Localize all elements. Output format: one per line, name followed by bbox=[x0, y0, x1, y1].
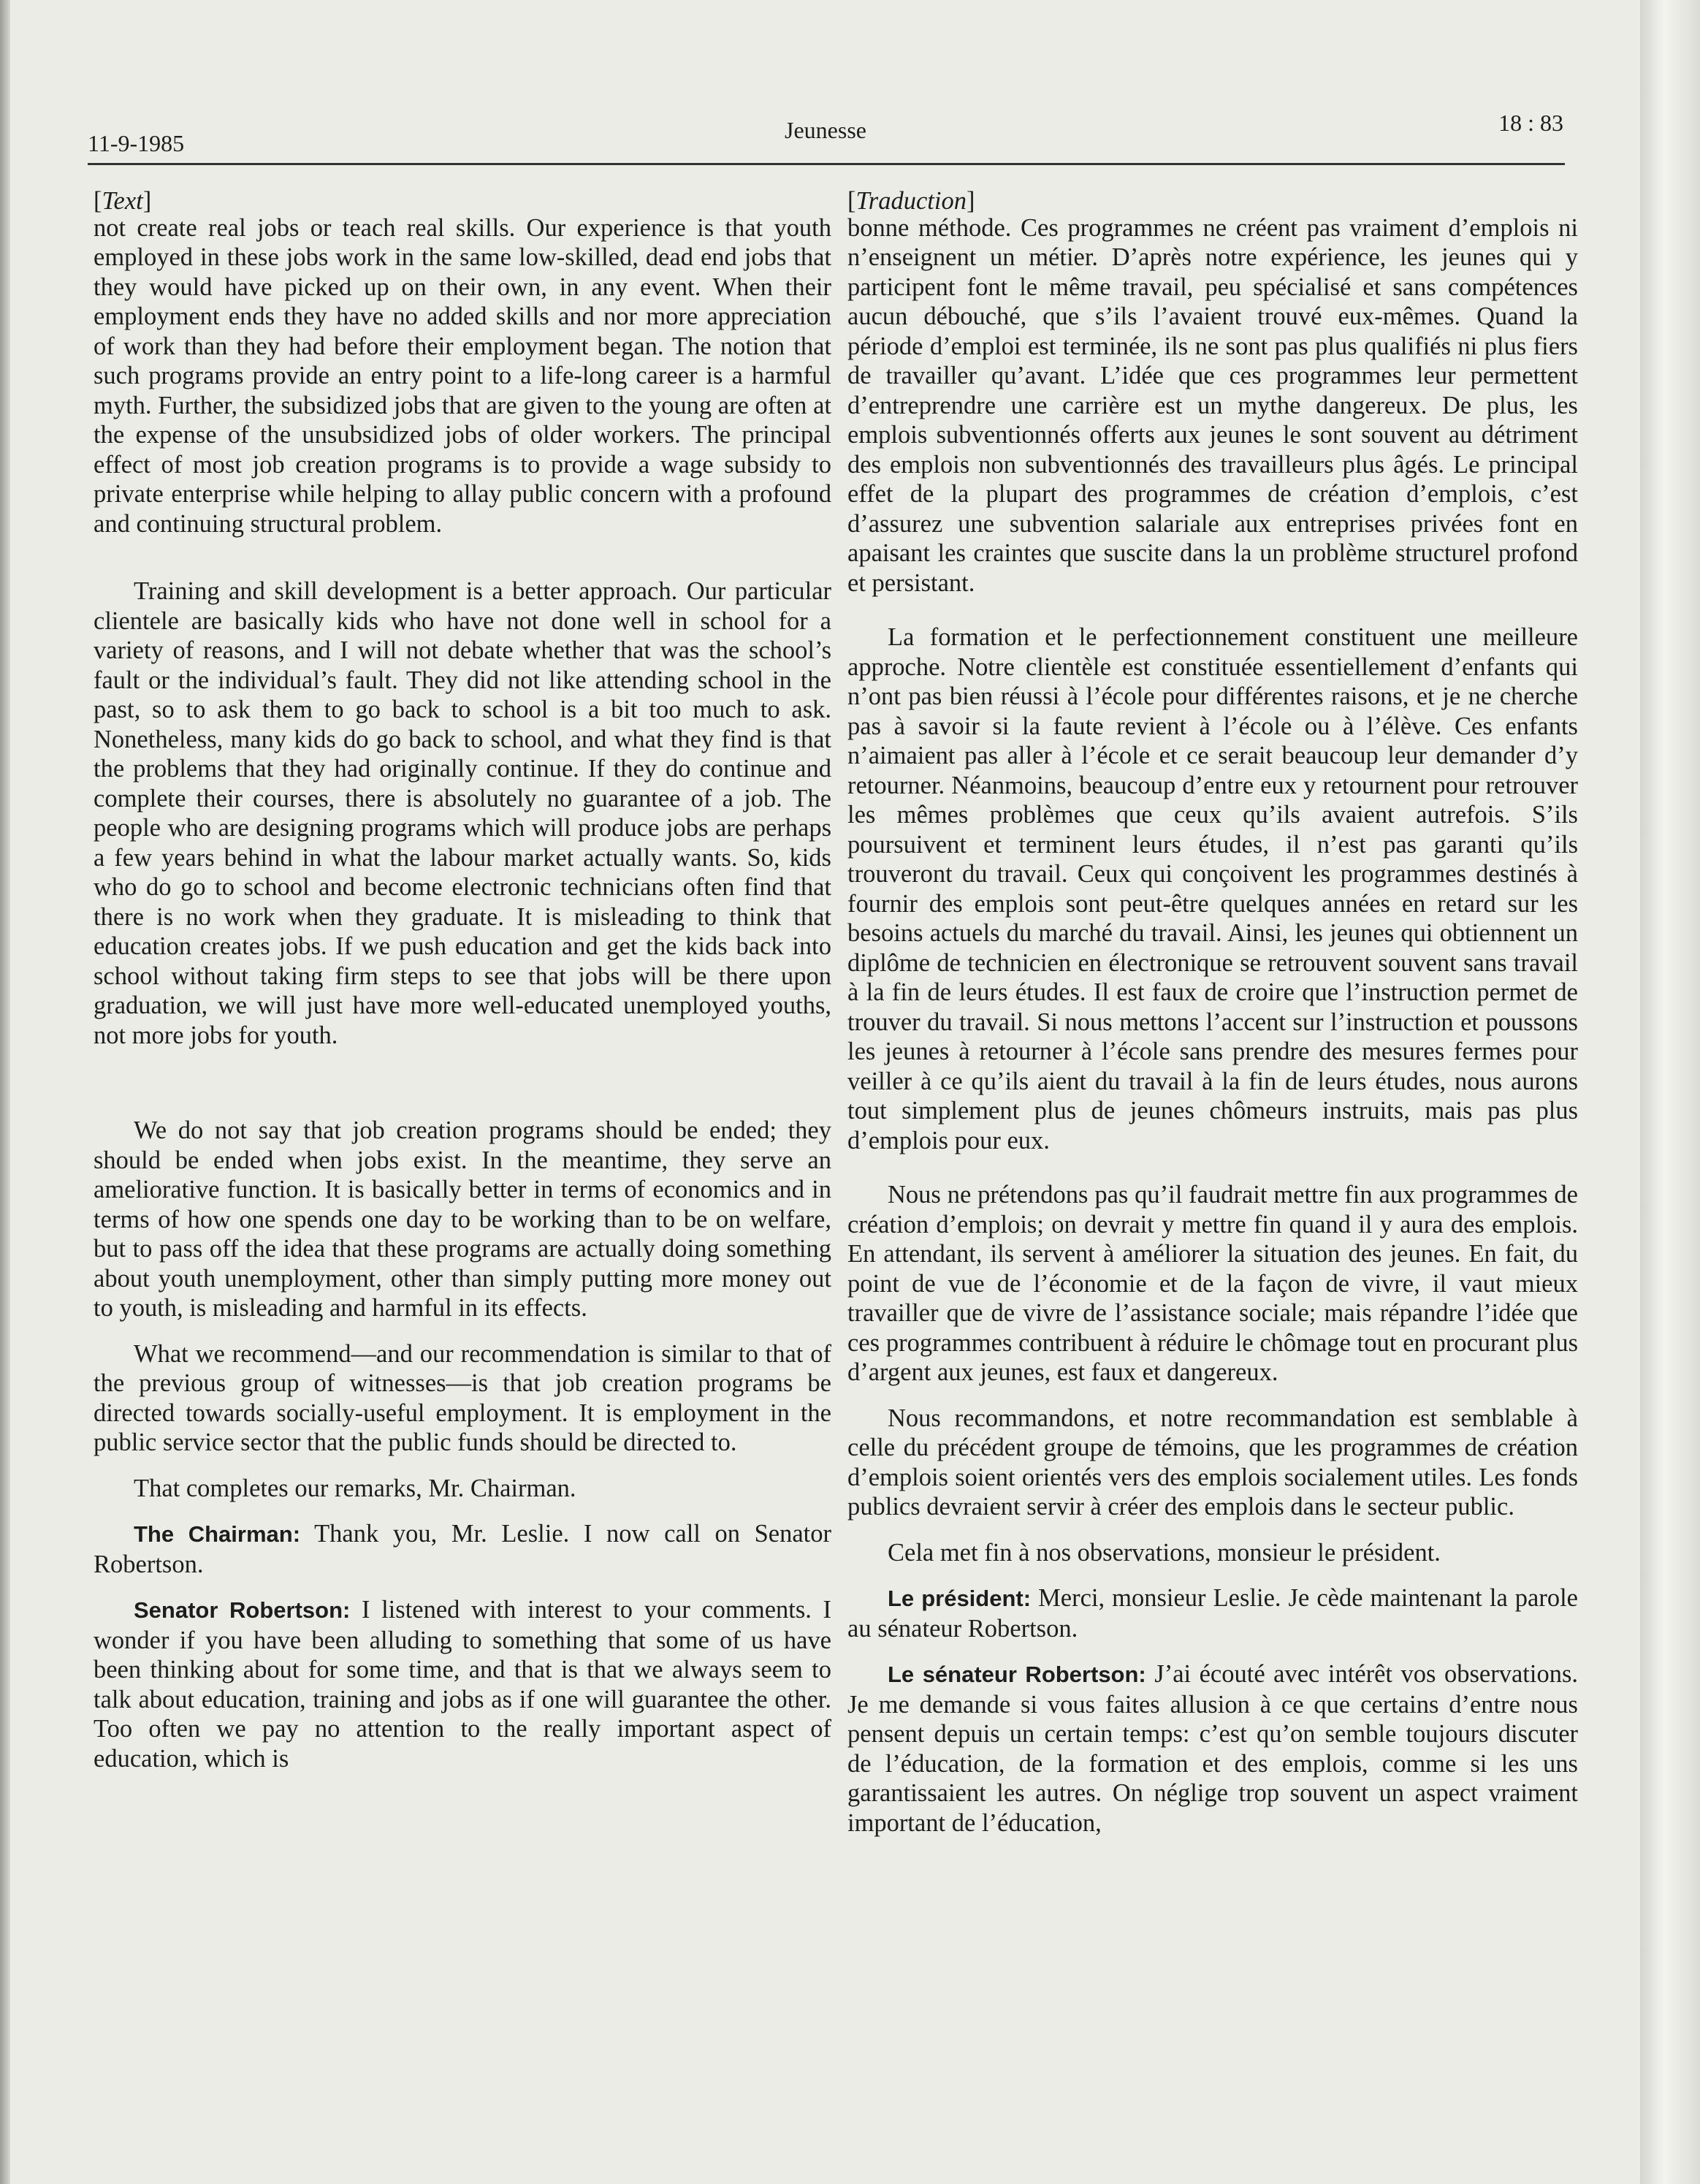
french-label: [Traduction] bbox=[847, 187, 975, 215]
page-left-edge bbox=[0, 0, 10, 2184]
english-paragraph-3: We do not say that job creation programs should be ended; they should be ended when jobs exist. In the meantime, they serve an ameliorative function. It is basically better in terms of economics and in terms of how one spends one day to be working than to be on welfare, but to pass off the idea that these programs are actually doing something about youth unemployment, other than simply putting more money out to youth, is misleading and harmful in its effects. bbox=[94, 1116, 831, 1322]
page-header bbox=[88, 110, 1563, 168]
page-right-margin bbox=[1640, 0, 1700, 2184]
header-title: Jeunesse bbox=[785, 117, 866, 143]
french-paragraph-3: Nous ne prétendons pas qu’il faudrait mettre fin aux programmes de création d’emplois; on devrait y mettre fin quand il y aura des emplois. En attendant, ils servent à améliorer la situation des jeunes. En fait, du point de vue de l’économie et de la façon de vivre, il vaut mieux travailler que de vivre de l’assistance sociale; mais répandre l’idée que ces programmes contribuent à réduire le chômage tout en procurant plus d’argent aux jeunes, est faux et dangereux. bbox=[847, 1181, 1578, 1386]
french-column bbox=[847, 186, 1578, 1838]
header-page-number: 18 : 83 bbox=[1498, 110, 1563, 136]
french-paragraph-5: Cela met fin à nos observations, monsieur le président. bbox=[888, 1538, 1441, 1567]
english-senator-remark: Senator Robertson: I listened with interest to your comments. I wonder if you have been alluding to something that some of us have been thinking about for some time, and that is that we always seem to talk about education, training and jobs as if one will guarantee the other. Too often we pay no attention to the really important aspect of education, which is bbox=[94, 1596, 832, 1773]
english-paragraph-4: What we recommend—and our recommendation is similar to that of the previous group of witnesses—is that job creation programs be directed towards socially-useful employment. It is employment in the public service sector that the public funds should be directed to. bbox=[94, 1339, 831, 1456]
french-senator-remark: Le sénateur Robertson: J’ai écouté avec intérêt vos observations. Je me demande si vous faites allusion à ce que certains d’entre nous pensent depuis un certain temps: c’est qu’on semble toujours discuter de l’éducation, de la formation et des emplois, comme si les uns garantissaient les autres. On néglige trop souvent un aspect vraiment important de l’éducation, bbox=[847, 1660, 1578, 1837]
speaker-name: Le président: bbox=[888, 1586, 1032, 1611]
speaker-name: Le sénateur Robertson: bbox=[888, 1662, 1146, 1687]
speaker-name: Senator Robertson: bbox=[134, 1597, 351, 1623]
speaker-name: The Chairman: bbox=[134, 1521, 301, 1547]
english-column bbox=[94, 186, 831, 1773]
french-paragraph-1: bonne méthode. Ces programmes ne créent pas vraiment d’emplois ni n’enseignent un métier. D’après notre expérience, les jeunes qui y participent font le même travail, peu spécialisé et sans compétences aucun débouché, que s’ils l’avaient trouvé eux-mêmes. Quand la période d’emploi est terminée, ils ne sont pas plus qualifiés ni plus fiers de travailler qu’avant. L’idée que ces programmes leur permettent d’entreprendre une carrière est un mythe dangereux. De plus, les emplois subventionnés offerts aux jeunes le sont souvent au détriment des emplois non subventionnés des travailleurs plus âgés. Le principal effet de la plupart des programmes de création d’emplois, c’est d’assurez une subvention salariale aux entreprises privées font en apaisant les craintes que suscite dans la un problème structurel profond et persistant. bbox=[847, 213, 1578, 597]
header-rule bbox=[88, 163, 1565, 165]
english-paragraph-2: Training and skill development is a better approach. Our particular clientele are basically kids who have not done well in school for a variety of reasons, and I will not debate whether that was the school’s fault or the individual’s fault. They did not like attending school in the past, so to ask them to go back to school is a bit too much to ask. Nonetheless, many kids do go back to school, and what they find is that the problems that they had originally continue. If they do continue and complete their courses, there is absolutely no guarantee of a job. The people who are designing programs which will produce jobs are perhaps a few years behind in what the labour market actually wants. So, kids who do go to school and become electronic technicians often find that there is no work when they graduate. It is misleading to think that education creates jobs. If we push education and get the kids back into school without taking firm steps to see that jobs will be there upon graduation, we will just have more well-educated unemployed youths, not more jobs for youth. bbox=[94, 577, 831, 1049]
english-paragraph-1: not create real jobs or teach real skills. Our experience is that youth employed in these jobs work in the same low-skilled, dead end jobs that they would have picked up on their own, in any event. When their employment ends they have no added skills and nor more appreciation of work than they had before their employment began. The notion that such programs provide an entry point to a life-long career is a harmful myth. Further, the subsidized jobs that are given to the young are often at the expense of the unsubsidized jobs of older workers. The principal effect of most job creation programs is to provide a wage subsidy to private enterprise while helping to allay public concern with a profound and continuing structural problem. bbox=[94, 213, 831, 538]
english-chairman-remark: The Chairman: Thank you, Mr. Leslie. I now call on Senator Robertson. bbox=[94, 1520, 832, 1578]
header-date: 11-9-1985 bbox=[88, 130, 185, 156]
french-paragraph-4: Nous recommandons, et notre recommandation est semblable à celle du précédent groupe de témoins, que les programmes de création d’emplois soient orientés vers des emplois socialement utiles. Les fonds publics devraient servir à créer des emplois dans le secteur public. bbox=[847, 1404, 1578, 1521]
english-paragraph-5: That completes our remarks, Mr. Chairman. bbox=[134, 1474, 576, 1502]
english-label: [Text] bbox=[94, 187, 152, 215]
french-president-remark: Le président: Merci, monsieur Leslie. Je cède maintenant la parole au sénateur Robertson. bbox=[847, 1584, 1578, 1643]
french-paragraph-2: La formation et le perfectionnement constituent une meilleure approche. Notre clientèle est constituée essentiellement d’enfants qui n’ont pas bien réussi à l’école pour différentes raisons, et je ne cherche pas à savoir si la faute revient à l’école ou à l’élève. Ces enfants n’aimaient pas aller à l’école et ce serait beaucoup leur demander d’y retourner. Néanmoins, beaucoup d’entre eux y retournent pour retrouver les mêmes problèmes que ceux qu’ils avaient autrefois. S’ils poursuivent et terminent leurs études, il n’est pas garanti qu’ils trouveront du travail. Ceux qui conçoivent les programmes destinés à fournir des emplois sont peut-être quelques années en retard sur les besoins actuels du marché du travail. Ainsi, les jeunes qui obtiennent un diplôme de technicien en électronique se retrouvent souvent sans travail à la fin de leurs études. Il est faux de croire que l’instruction permet de trouver du travail. Si nous mettons l’accent sur l’instruction et poussons les jeunes à retourner à l’école sans prendre des mesures fermes pour veiller à ce qu’ils aient du travail à la fin de leurs études, nous aurons tout simplement plus de jeunes chômeurs instruits, mais pas plus d’emplois pour eux. bbox=[847, 623, 1578, 1154]
